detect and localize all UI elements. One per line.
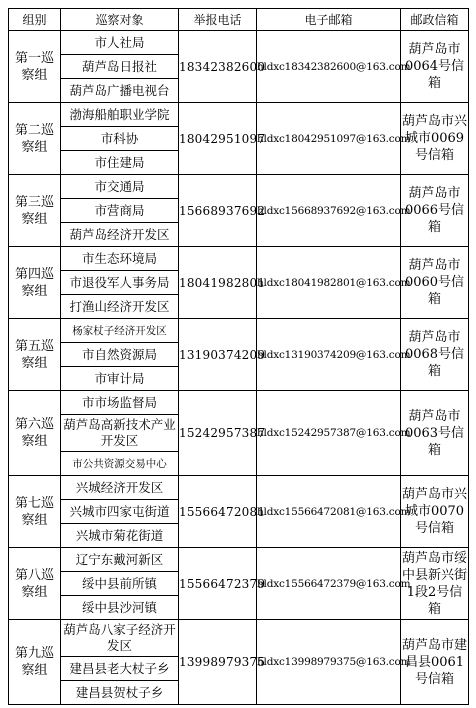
group-name: 第五巡察组 [9, 319, 61, 391]
inspection-target: 市人社局 [61, 31, 179, 55]
report-phone: 13190374209 [179, 319, 257, 391]
report-email: hldxc18342382600@163.com [257, 31, 401, 103]
table-row [9, 175, 469, 199]
post-box: 葫芦岛市0066号信箱 [401, 175, 469, 247]
post-box: 葫芦岛市0064号信箱 [401, 31, 469, 103]
inspection-target: 杨家杖子经济开发区 [61, 319, 179, 343]
report-phone: 15566472379 [179, 548, 257, 620]
report-phone: 15566472081 [179, 476, 257, 548]
post-box: 葫芦岛市0060号信箱 [401, 247, 469, 319]
group-name: 第一巡察组 [9, 31, 61, 103]
header-row [9, 9, 469, 31]
report-email: hldxc15566472081@163.com [257, 476, 401, 548]
inspection-target: 市市场监督局 [61, 391, 179, 415]
inspection-target: 葫芦岛经济开发区 [61, 223, 179, 247]
post-box: 葫芦岛市建昌县0061号信箱 [401, 620, 469, 705]
inspection-target: 绥中县沙河镇 [61, 596, 179, 620]
post-box: 葫芦岛市0068号信箱 [401, 319, 469, 391]
report-email: hldxc18041982801@163.com [257, 247, 401, 319]
report-email: hldxc18042951097@163.com [257, 103, 401, 175]
inspection-target: 兴城市四家屯街道 [61, 500, 179, 524]
report-email: hldxc15566472379@163.com [257, 548, 401, 620]
inspection-target: 葫芦岛日报社 [61, 55, 179, 79]
post-box: 葫芦岛市兴城市0070号信箱 [401, 476, 469, 548]
inspection-target: 市科协 [61, 127, 179, 151]
inspection-target: 市生态环境局 [61, 247, 179, 271]
table-row [9, 620, 469, 657]
table-row [9, 319, 469, 343]
report-phone: 15668937692 [179, 175, 257, 247]
report-phone: 18042951097 [179, 103, 257, 175]
table-row [9, 247, 469, 271]
inspection-target: 市住建局 [61, 151, 179, 175]
table-row [9, 391, 469, 415]
group-name: 第二巡察组 [9, 103, 61, 175]
report-email: hldxc15242957387@163.com [257, 391, 401, 476]
inspection-target: 市审计局 [61, 367, 179, 391]
group-name: 第四巡察组 [9, 247, 61, 319]
inspection-target: 市公共资源交易中心 [61, 452, 179, 476]
report-phone: 13998979375 [179, 620, 257, 705]
table-row [9, 476, 469, 500]
inspection-target: 辽宁东戴河新区 [61, 548, 179, 572]
inspection-target: 葫芦岛广播电视台 [61, 79, 179, 103]
report-phone: 15242957387 [179, 391, 257, 476]
inspection-target: 绥中县前所镇 [61, 572, 179, 596]
inspection-table [8, 8, 469, 705]
group-name: 第九巡察组 [9, 620, 61, 705]
header-target: 巡察对象 [61, 9, 179, 31]
inspection-target: 建昌县老大杖子乡 [61, 657, 179, 681]
header-phone: 举报电话 [179, 9, 257, 31]
report-email: hldxc13190374209@163.com [257, 319, 401, 391]
inspection-target: 兴城市菊花街道 [61, 524, 179, 548]
table-row [9, 31, 469, 55]
table-row [9, 103, 469, 127]
report-phone: 18342382600 [179, 31, 257, 103]
report-email: hldxc15668937692@163.com [257, 175, 401, 247]
report-email: hldxc13998979375@163.com [257, 620, 401, 705]
inspection-target: 葫芦岛八家子经济开发区 [61, 620, 179, 657]
post-box: 葫芦岛市兴城市0069号信箱 [401, 103, 469, 175]
inspection-target: 兴城经济开发区 [61, 476, 179, 500]
group-name: 第三巡察组 [9, 175, 61, 247]
inspection-target: 渤海船舶职业学院 [61, 103, 179, 127]
header-post: 邮政信箱 [401, 9, 469, 31]
header-email: 电子邮箱 [257, 9, 401, 31]
inspection-target: 市交通局 [61, 175, 179, 199]
post-box: 葫芦岛市绥中县新兴街1段2号信箱 [401, 548, 469, 620]
inspection-target: 市营商局 [61, 199, 179, 223]
post-box: 葫芦岛市0063号信箱 [401, 391, 469, 476]
inspection-target: 市退役军人事务局 [61, 271, 179, 295]
report-phone: 18041982801 [179, 247, 257, 319]
group-name: 第八巡察组 [9, 548, 61, 620]
table-row [9, 548, 469, 572]
header-group: 组别 [9, 9, 61, 31]
group-name: 第六巡察组 [9, 391, 61, 476]
group-name: 第七巡察组 [9, 476, 61, 548]
inspection-target: 市自然资源局 [61, 343, 179, 367]
inspection-target: 建昌县贺杖子乡 [61, 681, 179, 705]
table-body [9, 31, 469, 705]
inspection-target: 打渔山经济开发区 [61, 295, 179, 319]
inspection-target: 葫芦岛高新技术产业开发区 [61, 415, 179, 452]
